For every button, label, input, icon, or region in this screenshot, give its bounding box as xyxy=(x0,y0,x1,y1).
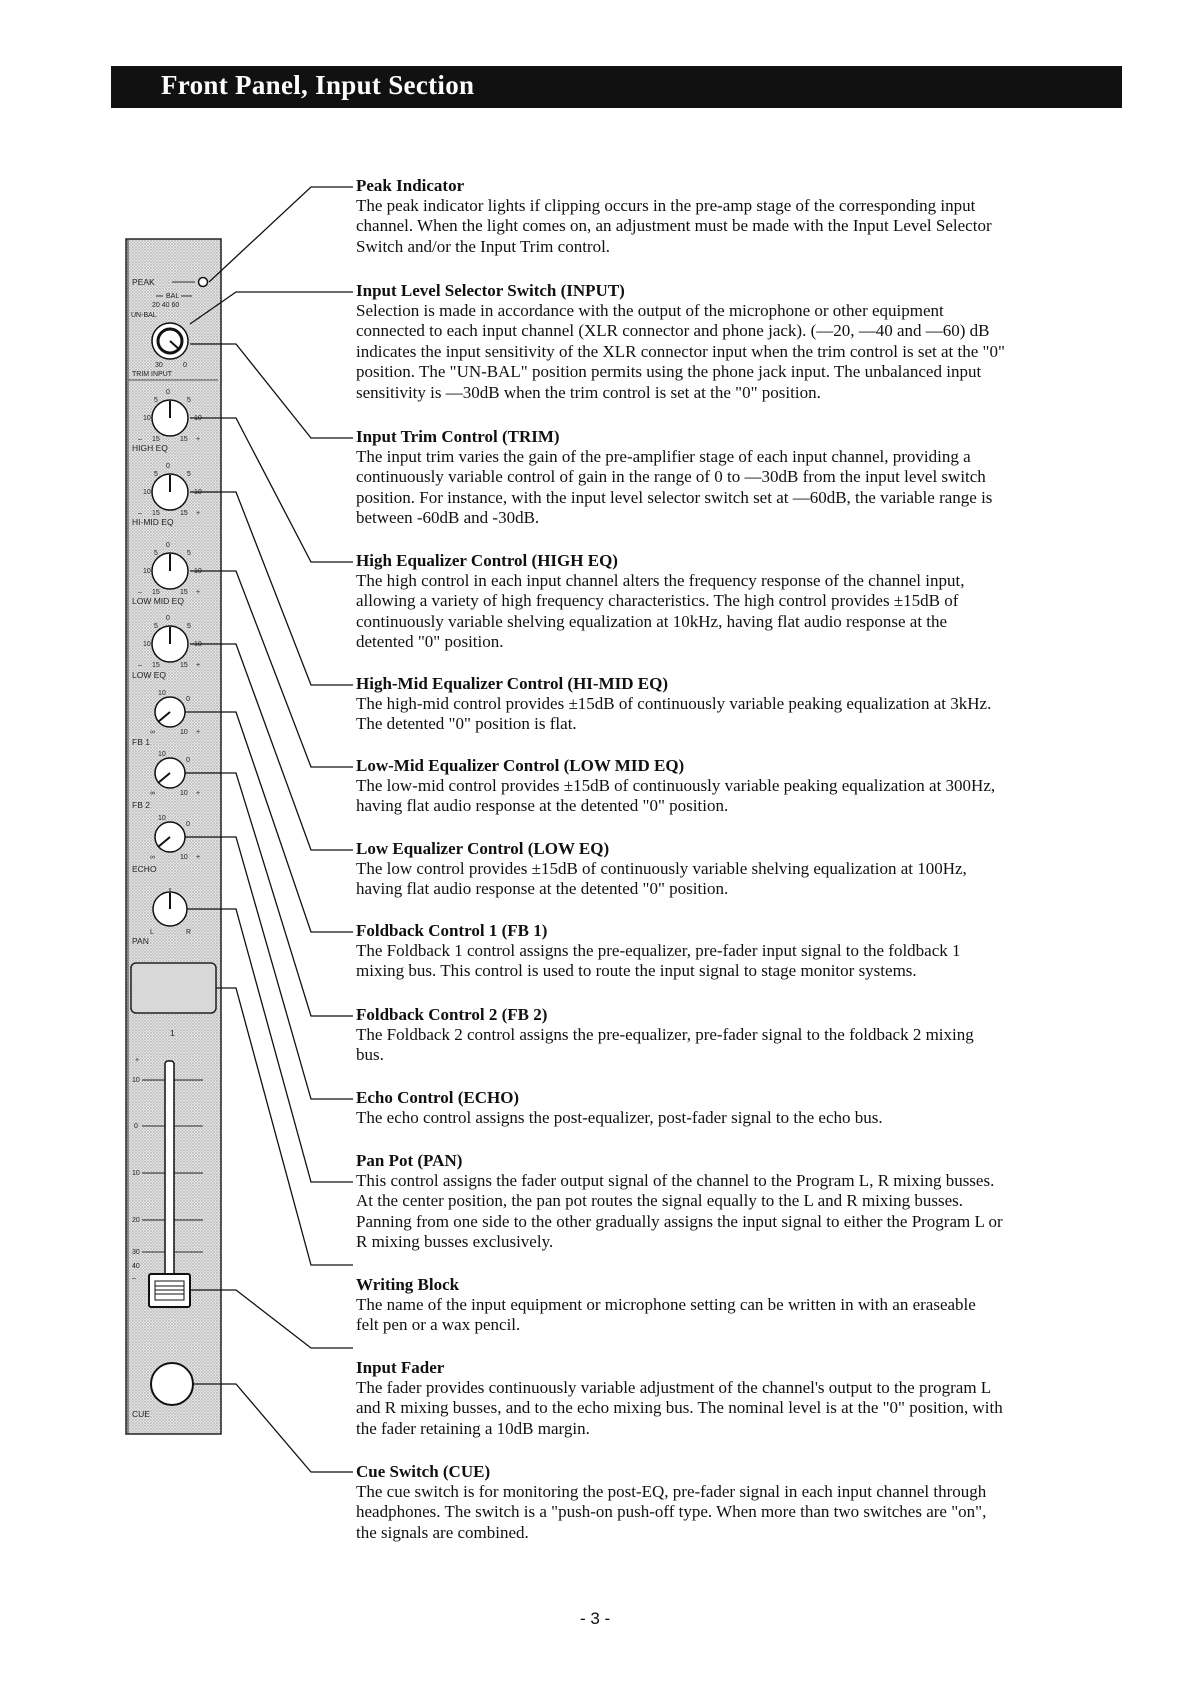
page-number: - 3 - xyxy=(580,1609,611,1628)
svg-text:0: 0 xyxy=(166,615,170,622)
section-line: This control assigns the fader output signal of the channel to the Program L, R mixing busses. xyxy=(356,1171,995,1190)
svg-text:30: 30 xyxy=(132,1249,140,1256)
page-title: Front Panel, Input Section xyxy=(161,70,475,100)
hi-mid-eq-label: HI-MID EQ xyxy=(132,517,174,527)
section-input-fader xyxy=(356,1358,1098,1439)
svg-text:15: 15 xyxy=(152,589,160,596)
svg-text:5: 5 xyxy=(187,471,191,478)
svg-text:10: 10 xyxy=(194,641,202,648)
svg-text:10: 10 xyxy=(194,568,202,575)
unbal-label: UN-BAL xyxy=(131,312,157,319)
svg-text:+: + xyxy=(196,436,201,443)
section-line: The Foldback 1 control assigns the pre-equalizer, pre-fader input signal to the foldback 1 xyxy=(356,941,961,960)
section-line: mixing bus. This control is used to route the input signal to stage monitor systems. xyxy=(356,961,917,981)
svg-text:5: 5 xyxy=(154,623,158,630)
svg-text:15: 15 xyxy=(180,436,188,443)
section-writing-block xyxy=(356,1275,1098,1336)
echo-label: ECHO xyxy=(132,864,157,874)
section-line: the signals are combined. xyxy=(356,1522,529,1542)
section-line: R mixing busses exclusively. xyxy=(356,1232,554,1252)
svg-text:5: 5 xyxy=(187,397,191,404)
section-heading: Foldback Control 2 (FB 2) xyxy=(356,1005,548,1024)
svg-text:10: 10 xyxy=(143,415,151,422)
section-line: The Foldback 2 control assigns the pre-equalizer, pre-fader signal to the foldback 2 mixing xyxy=(356,1025,974,1044)
section-fb2 xyxy=(356,1005,1098,1066)
section-fb1 xyxy=(356,921,1098,982)
section-input-level-selector xyxy=(356,281,1098,403)
svg-text:+: + xyxy=(196,589,201,596)
svg-text:+: + xyxy=(196,729,201,736)
svg-text:10: 10 xyxy=(194,415,202,422)
svg-text:10: 10 xyxy=(180,790,188,797)
svg-text:15: 15 xyxy=(152,662,160,669)
svg-text:0: 0 xyxy=(186,696,190,703)
fb1-label: FB 1 xyxy=(132,737,150,747)
trim-30-label: 30 xyxy=(155,362,163,369)
writing-block[interactable] xyxy=(131,963,216,1013)
section-line: continuously variable control of gain in the range of 0 to —30dB from the input level switch xyxy=(356,467,986,487)
svg-text:5: 5 xyxy=(187,623,191,630)
section-heading: Input Fader xyxy=(356,1358,445,1377)
section-line: bus. xyxy=(356,1045,384,1065)
svg-text:5: 5 xyxy=(154,471,158,478)
section-line: The cue switch is for monitoring the post-EQ, pre-fader signal in each input channel through xyxy=(356,1482,987,1501)
svg-text:0: 0 xyxy=(186,821,190,828)
svg-text:L: L xyxy=(150,929,154,936)
svg-text:R: R xyxy=(186,929,192,936)
svg-text:5: 5 xyxy=(187,550,191,557)
section-line: The fader provides continuously variable adjustment of the channel's output to the program L xyxy=(356,1378,992,1397)
cue-switch[interactable] xyxy=(151,1363,193,1405)
pan-label: PAN xyxy=(132,936,149,946)
bal-label: BAL xyxy=(166,293,180,300)
section-peak-indicator xyxy=(356,176,1098,257)
trim-0-label: 0 xyxy=(183,362,187,369)
section-line: connected to each input channel (XLR connector and phone jack). (—20, —40 and —60) dB xyxy=(356,321,990,341)
fb2-label: FB 2 xyxy=(132,800,150,810)
section-line: The detented "0" position is flat. xyxy=(356,714,577,734)
svg-text:40: 40 xyxy=(132,1263,140,1270)
section-line: Panning from one side to the other gradually assigns the input signal to either the Program L or xyxy=(356,1211,1003,1231)
svg-text:0: 0 xyxy=(166,463,170,470)
section-heading: Input Trim Control (TRIM) xyxy=(356,427,560,446)
svg-text:0: 0 xyxy=(166,389,170,396)
channel-number: 1 xyxy=(170,1028,175,1038)
fader-track xyxy=(165,1061,174,1276)
section-line: continuously variable shelving equalization at 10kHz, having flat audio response at the xyxy=(356,611,948,631)
svg-text:15: 15 xyxy=(152,510,160,517)
svg-text:∞: ∞ xyxy=(150,729,155,736)
section-heading: Input Level Selector Switch (INPUT) xyxy=(356,281,625,300)
section-high-eq xyxy=(356,551,1098,653)
svg-text:15: 15 xyxy=(180,589,188,596)
section-heading: Low Equalizer Control (LOW EQ) xyxy=(356,839,610,858)
svg-text:–: – xyxy=(138,436,142,443)
svg-text:10: 10 xyxy=(158,690,166,697)
section-input-trim xyxy=(356,427,1098,529)
trim-input-label: TRIM INPUT xyxy=(132,371,173,378)
section-line: channel. When the light comes on, an adjustment must be made with the Input Level Selector xyxy=(356,216,992,236)
section-low-eq xyxy=(356,839,1098,900)
svg-text:0: 0 xyxy=(134,1123,138,1130)
svg-text:+: + xyxy=(196,790,201,797)
section-echo xyxy=(356,1088,1098,1128)
section-heading: Pan Pot (PAN) xyxy=(356,1151,463,1170)
section-line: The echo control assigns the post-equalizer, post-fader signal to the echo bus. xyxy=(356,1108,883,1127)
low-eq-label: LOW EQ xyxy=(132,670,167,680)
svg-text:10: 10 xyxy=(132,1170,140,1177)
svg-text:+: + xyxy=(196,510,201,517)
svg-text:10: 10 xyxy=(132,1077,140,1084)
section-low-mid-eq xyxy=(356,756,1098,817)
section-line: having flat audio response at the detented "0" position. xyxy=(356,879,729,899)
svg-text:0: 0 xyxy=(186,757,190,764)
high-eq-label: HIGH EQ xyxy=(132,443,168,453)
svg-text:10: 10 xyxy=(143,568,151,575)
section-heading: Peak Indicator xyxy=(356,176,465,195)
section-line: The low-mid control provides ±15dB of continuously variable peaking equalization at 300Hz, xyxy=(356,776,996,795)
svg-text:10: 10 xyxy=(180,854,188,861)
section-line: Selection is made in accordance with the output of the microphone or other equipment xyxy=(356,301,944,320)
section-line: sensitivity is —30dB when the trim control is set at the "0" position. xyxy=(356,382,821,402)
section-heading: Foldback Control 1 (FB 1) xyxy=(356,921,548,940)
svg-text:+: + xyxy=(196,854,201,861)
section-line: headphones. The switch is a "push-on push-off type. When more than two switches are "on", xyxy=(356,1502,987,1522)
section-heading: Echo Control (ECHO) xyxy=(356,1088,520,1107)
section-line: The high-mid control provides ±15dB of continuously variable peaking equalization at 3kHz. xyxy=(356,694,992,713)
svg-text:–: – xyxy=(132,1275,136,1282)
section-heading: Cue Switch (CUE) xyxy=(356,1462,491,1481)
svg-text:10: 10 xyxy=(143,489,151,496)
section-line: The high control in each input channel alters the frequency response of the channel input, xyxy=(356,571,965,590)
section-line: At the center position, the pan pot routes the signal equally to the L and R mixing busses. xyxy=(356,1191,964,1211)
input-level-scale: 20 40 60 xyxy=(152,302,180,309)
svg-text:10: 10 xyxy=(194,489,202,496)
svg-text:10: 10 xyxy=(158,815,166,822)
section-line: having flat audio response at the detented "0" position. xyxy=(356,796,729,816)
section-line: indicates the input sensitivity of the XLR connector input when the trim control is set at the "0" xyxy=(356,341,1005,361)
section-line: felt pen or a wax pencil. xyxy=(356,1315,521,1335)
section-heading: Writing Block xyxy=(356,1275,460,1294)
svg-text:5: 5 xyxy=(154,550,158,557)
svg-text:–: – xyxy=(138,589,142,596)
section-line: position. The "UN-BAL" position permits using the phone jack input. The unbalanced input xyxy=(356,362,982,382)
section-line: allowing a variety of high frequency characteristics. The high control provides ±15dB of xyxy=(356,591,959,611)
section-line: The name of the input equipment or microphone setting can be written in with an eraseable xyxy=(356,1295,976,1314)
low-mid-eq-label: LOW MID EQ xyxy=(132,596,184,606)
section-line: Switch and/or the Input Trim control. xyxy=(356,236,611,256)
svg-text:15: 15 xyxy=(180,662,188,669)
section-pan xyxy=(356,1151,1098,1253)
cue-label: CUE xyxy=(132,1409,150,1419)
section-cue-switch xyxy=(356,1462,1098,1543)
peak-led xyxy=(199,278,208,287)
svg-text:20: 20 xyxy=(132,1217,140,1224)
section-line: detented "0" position. xyxy=(356,632,504,652)
section-line: The low control provides ±15dB of continuously variable shelving equalization at 100Hz, xyxy=(356,859,967,878)
svg-text:∞: ∞ xyxy=(150,790,155,797)
svg-text:10: 10 xyxy=(143,641,151,648)
section-line: The input trim varies the gain of the pre-amplifier stage of each input channel, providing a xyxy=(356,447,971,466)
svg-text:15: 15 xyxy=(180,510,188,517)
svg-text:+: + xyxy=(196,662,201,669)
svg-text:+: + xyxy=(135,1057,140,1064)
svg-text:15: 15 xyxy=(152,436,160,443)
svg-text:10: 10 xyxy=(180,729,188,736)
section-line: and R mixing busses, and to the echo mixing bus. The nominal level is at the "0" position, with xyxy=(356,1398,1003,1418)
section-line: between -60dB and -30dB. xyxy=(356,508,540,528)
svg-text:5: 5 xyxy=(154,397,158,404)
section-hi-mid-eq xyxy=(356,674,1098,735)
section-line: position. For instance, with the input level selector switch set at —60dB, the variable range is xyxy=(356,487,993,507)
section-line: The peak indicator lights if clipping occurs in the pre-amp stage of the corresponding input xyxy=(356,196,976,215)
section-heading: Low-Mid Equalizer Control (LOW MID EQ) xyxy=(356,756,685,775)
svg-text:–: – xyxy=(138,662,142,669)
section-heading: High-Mid Equalizer Control (HI-MID EQ) xyxy=(356,674,668,693)
peak-label: PEAK xyxy=(132,277,155,287)
svg-text:–: – xyxy=(138,510,142,517)
svg-text:0: 0 xyxy=(166,542,170,549)
svg-text:10: 10 xyxy=(158,751,166,758)
section-line: the fader retaining a 10dB margin. xyxy=(356,1418,590,1438)
section-heading: High Equalizer Control (HIGH EQ) xyxy=(356,551,618,570)
svg-text:∞: ∞ xyxy=(150,854,155,861)
